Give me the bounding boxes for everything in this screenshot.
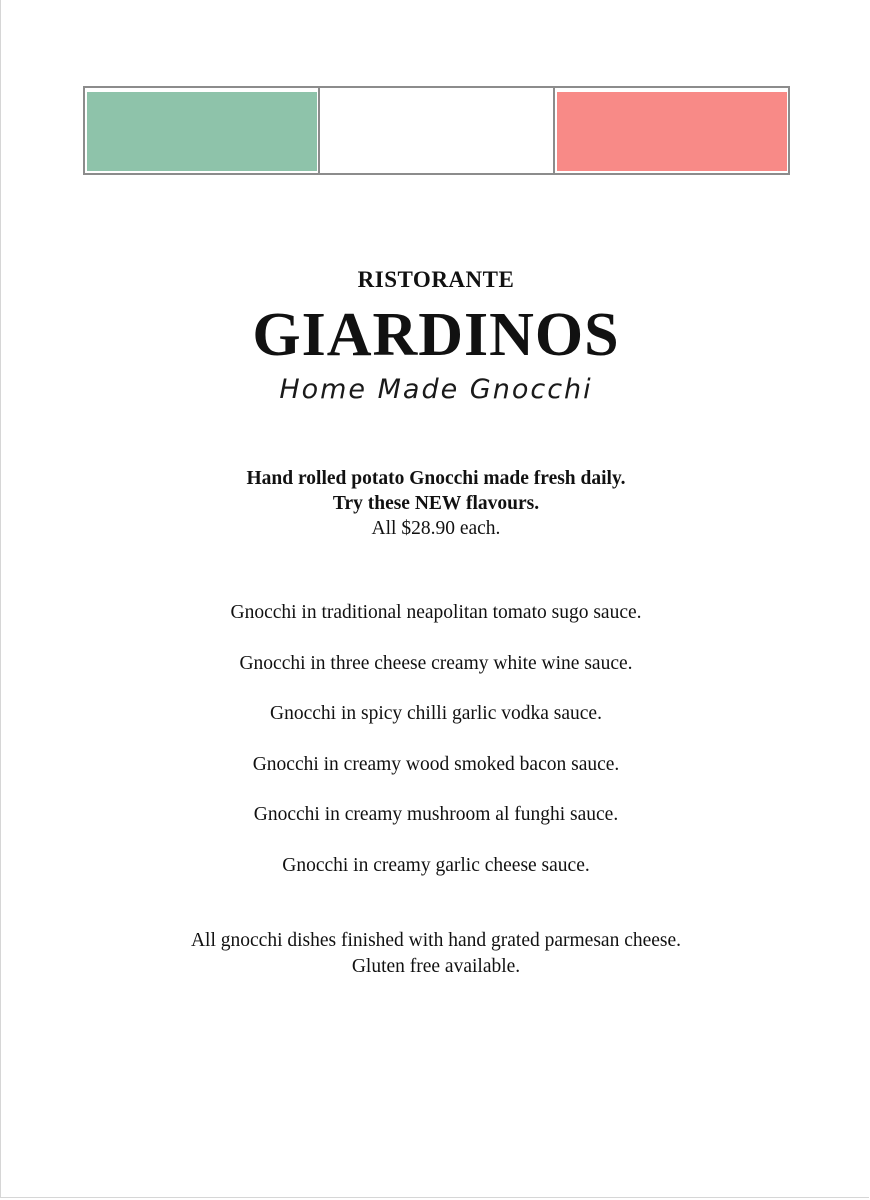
menu-item: Gnocchi in creamy mushroom al funghi sauce. — [253, 804, 619, 826]
flag-band-green — [85, 88, 320, 173]
flag-fill-red — [557, 92, 787, 171]
intro-line-new-flavours: Try these NEW flavours. — [332, 493, 540, 514]
menu-item: Gnocchi in traditional neapolitan tomato sugo sauce. — [230, 602, 642, 623]
intro-line-price: All $28.90 each. — [371, 518, 501, 539]
restaurant-kicker: RISTORANTE — [357, 267, 515, 292]
flag-band-white — [320, 88, 555, 173]
footer-notes — [1, 928, 870, 980]
menu-item: Gnocchi in creamy wood smoked bacon sauce. — [252, 753, 620, 775]
flag-fill-green — [87, 92, 317, 171]
footer-gluten-free-note: Gluten free available. — [351, 956, 521, 977]
flag-band-red — [555, 88, 788, 173]
italian-flag-banner — [83, 86, 790, 175]
menu-item: Gnocchi in creamy garlic cheese sauce. — [282, 854, 590, 876]
menu-item: Gnocchi in spicy chilli garlic vodka sauce. — [270, 703, 602, 725]
intro-line-fresh: Hand rolled potato Gnocchi made fresh daily. — [246, 468, 626, 489]
gnocchi-menu-list — [1, 600, 870, 904]
restaurant-name: GIARDINOS — [252, 301, 620, 369]
footer-parmesan-note: All gnocchi dishes finished with hand grated parmesan cheese. — [190, 930, 682, 951]
menu-item: Gnocchi in three cheese creamy white wine sauce. — [239, 652, 633, 674]
intro-block — [1, 466, 870, 541]
restaurant-tagline: Home Made Gnocchi — [279, 374, 593, 405]
flag-fill-white — [322, 92, 552, 171]
